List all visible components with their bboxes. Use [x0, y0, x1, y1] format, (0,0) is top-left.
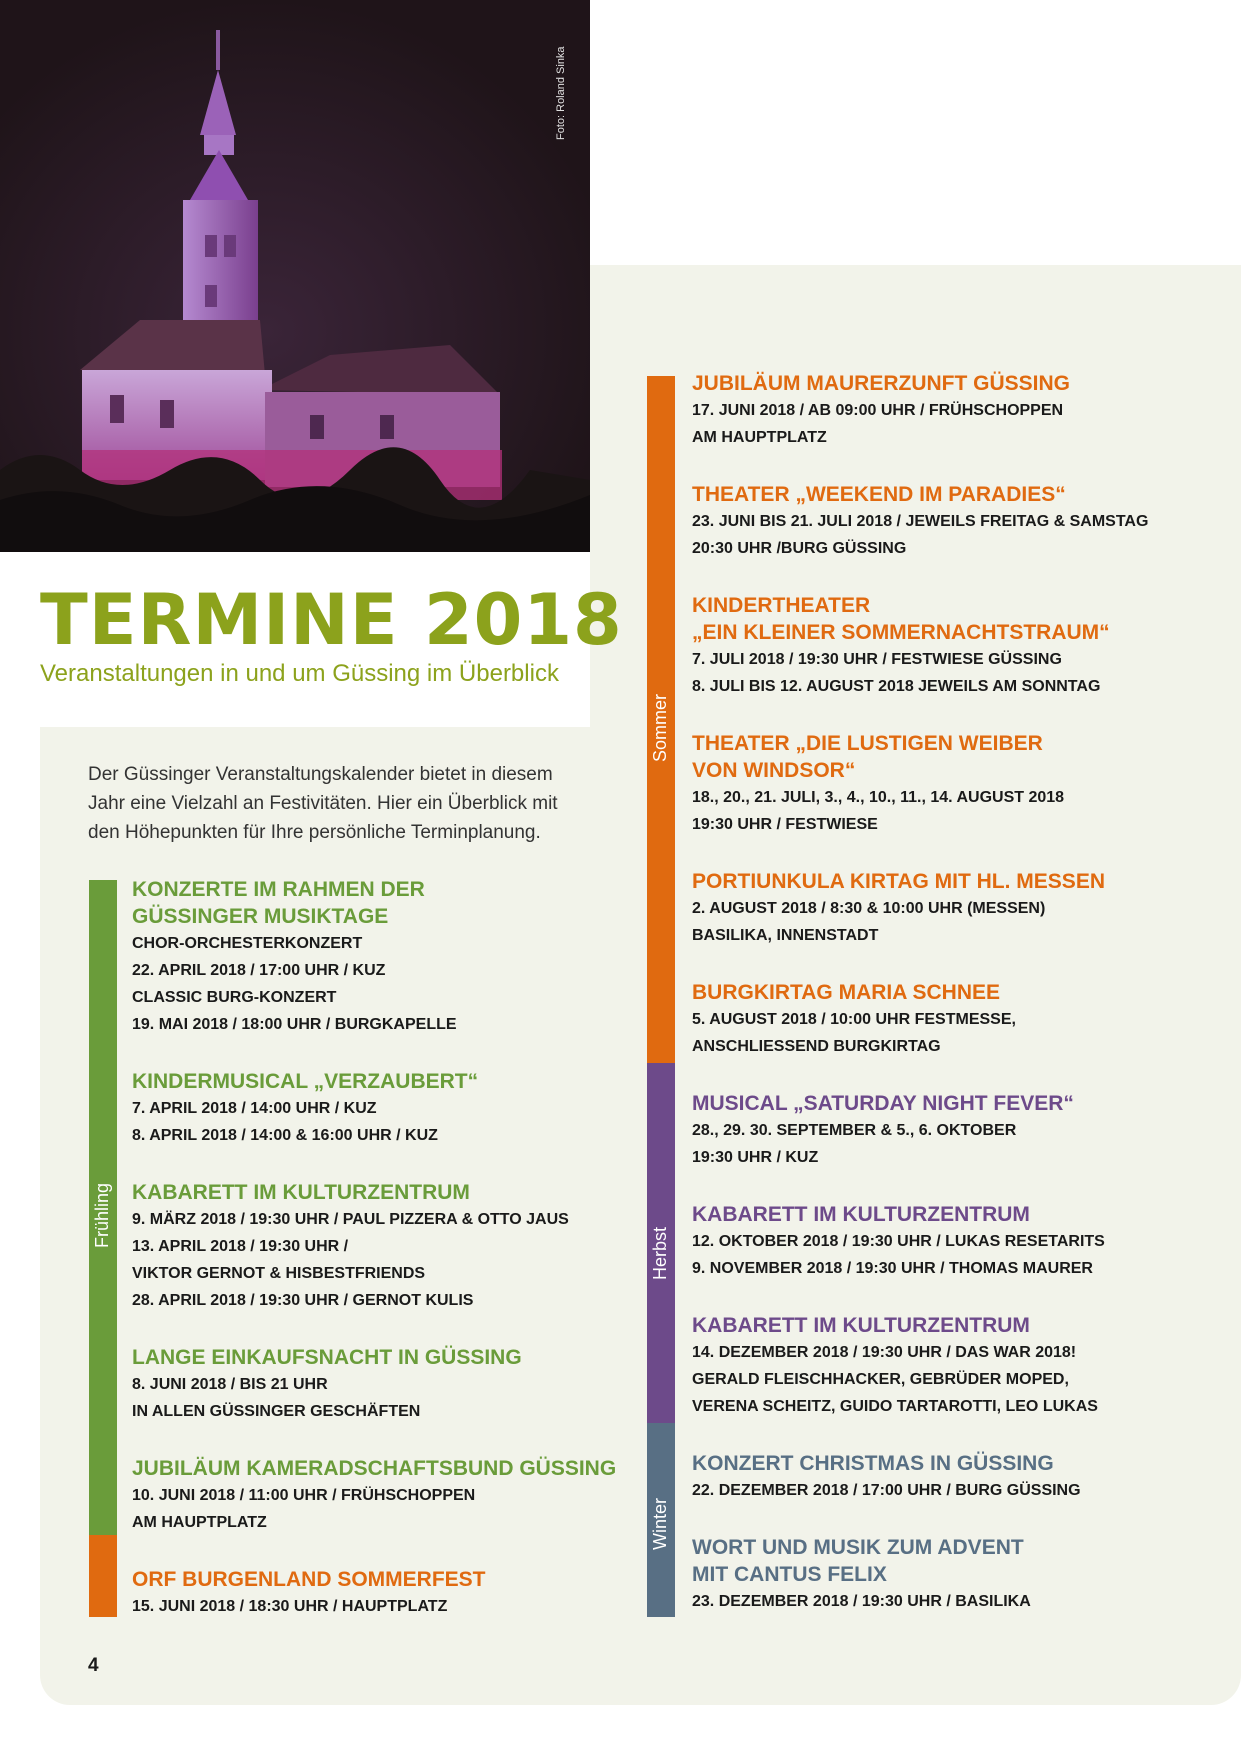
event-title: „EIN KLEINER SOMMERNACHTSTRAUM“	[692, 621, 1110, 644]
event-title: JUBILÄUM KAMERADSCHAFTSBUND GÜSSING	[132, 1457, 617, 1480]
event-detail: VIKTOR GERNOT & HISBESTFRIENDS	[132, 1265, 426, 1282]
event-detail: 8. JUNI 2018 / BIS 21 UHR	[132, 1376, 328, 1393]
event-item	[692, 370, 1148, 451]
event-detail: 28. APRIL 2018 / 19:30 UHR / GERNOT KULIS	[132, 1292, 474, 1309]
event-title: MUSICAL „SATURDAY NIGHT FEVER“	[692, 1092, 1074, 1115]
event-item	[692, 1534, 1148, 1615]
event-title: KABARETT IM KULTURZENTRUM	[692, 1203, 1030, 1226]
event-title: KABARETT IM KULTURZENTRUM	[132, 1181, 470, 1204]
event-title: KINDERTHEATER	[692, 594, 871, 617]
event-detail: 23. JUNI BIS 21. JULI 2018 / JEWEILS FREITAG & SAMSTAG	[692, 513, 1149, 530]
event-title: KINDERMUSICAL „VERZAUBERT“	[132, 1070, 479, 1093]
event-title: VON WINDSOR“	[692, 759, 856, 782]
event-title: KONZERT CHRISTMAS IN GÜSSING	[692, 1452, 1054, 1475]
event-title: KABARETT IM KULTURZENTRUM	[692, 1314, 1030, 1337]
event-detail: 7. JULI 2018 / 19:30 UHR / FESTWIESE GÜSSING	[692, 651, 1062, 668]
event-item	[132, 1455, 616, 1536]
event-detail: 10. JUNI 2018 / 11:00 UHR / FRÜHSCHOPPEN	[132, 1487, 476, 1504]
event-detail: 20:30 UHR /BURG GÜSSING	[692, 540, 907, 557]
event-detail: 19:30 UHR / FESTWIESE	[692, 816, 878, 833]
event-title: THEATER „WEEKEND IM PARADIES“	[692, 483, 1066, 506]
event-detail: 18., 20., 21. JULI, 3., 4., 10., 11., 14. AUGUST 2018	[692, 789, 1065, 806]
event-item	[692, 730, 1148, 838]
event-detail: 19. MAI 2018 / 18:00 UHR / BURGKAPELLE	[132, 1016, 457, 1033]
event-item	[692, 1090, 1148, 1171]
event-item	[692, 868, 1148, 949]
event-detail: 8. APRIL 2018 / 14:00 & 16:00 UHR / KUZ	[132, 1127, 438, 1144]
event-item	[692, 1312, 1148, 1420]
event-title: GÜSSINGER MUSIKTAGE	[132, 905, 389, 928]
church-illustration	[0, 0, 590, 552]
event-item	[132, 1068, 616, 1149]
event-item	[132, 1344, 616, 1425]
event-detail: 9. NOVEMBER 2018 / 19:30 UHR / THOMAS MAURER	[692, 1260, 1093, 1277]
event-detail: AM HAUPTPLATZ	[692, 429, 827, 446]
church-photo	[0, 0, 590, 552]
photo-credit: Foto: Roland Sinka	[555, 46, 567, 140]
event-detail: 22. APRIL 2018 / 17:00 UHR / KUZ	[132, 962, 386, 979]
event-item	[132, 1179, 616, 1314]
event-detail: CLASSIC BURG-KONZERT	[132, 989, 337, 1006]
event-item	[132, 876, 616, 1038]
event-list-left	[132, 876, 616, 1650]
event-title: MIT CANTUS FELIX	[692, 1563, 887, 1586]
page-number: 4	[88, 1655, 99, 1676]
event-detail: 7. APRIL 2018 / 14:00 UHR / KUZ	[132, 1100, 377, 1117]
event-detail: AM HAUPTPLATZ	[132, 1514, 267, 1531]
event-detail: 19:30 UHR / KUZ	[692, 1149, 819, 1166]
event-detail: 28., 29. 30. SEPTEMBER & 5., 6. OKTOBER	[692, 1122, 1017, 1139]
event-item	[692, 1450, 1148, 1504]
event-detail: 2. AUGUST 2018 / 8:30 & 10:00 UHR (MESSEN)	[692, 900, 1046, 917]
event-detail: 8. JULI BIS 12. AUGUST 2018 JEWEILS AM SONNTAG	[692, 678, 1101, 695]
event-title: BURGKIRTAG MARIA SCHNEE	[692, 981, 1000, 1004]
event-title: WORT UND MUSIK ZUM ADVENT	[692, 1536, 1024, 1559]
event-item	[692, 481, 1148, 562]
season-bar-summer-start	[89, 1535, 117, 1617]
event-detail: 15. JUNI 2018 / 18:30 UHR / HAUPTPLATZ	[132, 1598, 448, 1615]
event-detail: ANSCHLIESSEND BURGKIRTAG	[692, 1038, 941, 1055]
event-detail: IN ALLEN GÜSSINGER GESCHÄFTEN	[132, 1403, 421, 1420]
event-list-right	[692, 370, 1148, 1645]
event-title: PORTIUNKULA KIRTAG MIT HL. MESSEN	[692, 870, 1105, 893]
event-detail: 13. APRIL 2018 / 19:30 UHR /	[132, 1238, 349, 1255]
season-label-summer: Sommer	[650, 693, 670, 762]
event-detail: 12. OKTOBER 2018 / 19:30 UHR / LUKAS RESETARITS	[692, 1233, 1105, 1250]
page-subtitle: Veranstaltungen in und um Güssing im Überblick	[40, 660, 559, 687]
event-title: KONZERTE IM RAHMEN DER	[132, 878, 425, 901]
event-detail: CHOR-ORCHESTERKONZERT	[132, 935, 363, 952]
intro-text: Der Güssinger Veranstaltungskalender bietet in diesem Jahr eine Vielzahl an Festivitäten. Hier ein Überblick mit den Höhepunkten für Ihre persönliche Terminplanung.	[88, 764, 558, 843]
event-title: THEATER „DIE LUSTIGEN WEIBER	[692, 732, 1043, 755]
event-detail: 9. MÄRZ 2018 / 19:30 UHR / PAUL PIZZERA & OTTO JAUS	[132, 1211, 569, 1228]
event-detail: 22. DEZEMBER 2018 / 17:00 UHR / BURG GÜSSING	[692, 1482, 1081, 1499]
event-detail: 17. JUNI 2018 / AB 09:00 UHR / FRÜHSCHOPPEN	[692, 402, 1064, 419]
event-title: ORF BURGENLAND SOMMERFEST	[132, 1568, 486, 1591]
event-item	[692, 1201, 1148, 1282]
event-detail: BASILIKA, INNENSTADT	[692, 927, 879, 944]
season-label-winter: Winter	[650, 1497, 670, 1550]
page-title: TERMINE 2018	[40, 579, 623, 661]
event-detail: VERENA SCHEITZ, GUIDO TARTAROTTI, LEO LUKAS	[692, 1398, 1098, 1415]
event-item	[132, 1566, 616, 1620]
event-item	[692, 979, 1148, 1060]
event-detail: 23. DEZEMBER 2018 / 19:30 UHR / BASILIKA	[692, 1593, 1031, 1610]
event-title: LANGE EINKAUFSNACHT IN GÜSSING	[132, 1346, 522, 1369]
event-title: JUBILÄUM MAURERZUNFT GÜSSING	[692, 372, 1070, 395]
season-label-autumn: Herbst	[650, 1226, 670, 1280]
event-detail: 14. DEZEMBER 2018 / 19:30 UHR / DAS WAR 2018!	[692, 1344, 1077, 1361]
season-label-spring: Frühling	[92, 1182, 112, 1248]
event-item	[692, 592, 1148, 700]
event-detail: 5. AUGUST 2018 / 10:00 UHR FESTMESSE,	[692, 1011, 1016, 1028]
event-detail: GERALD FLEISCHHACKER, GEBRÜDER MOPED,	[692, 1371, 1069, 1388]
